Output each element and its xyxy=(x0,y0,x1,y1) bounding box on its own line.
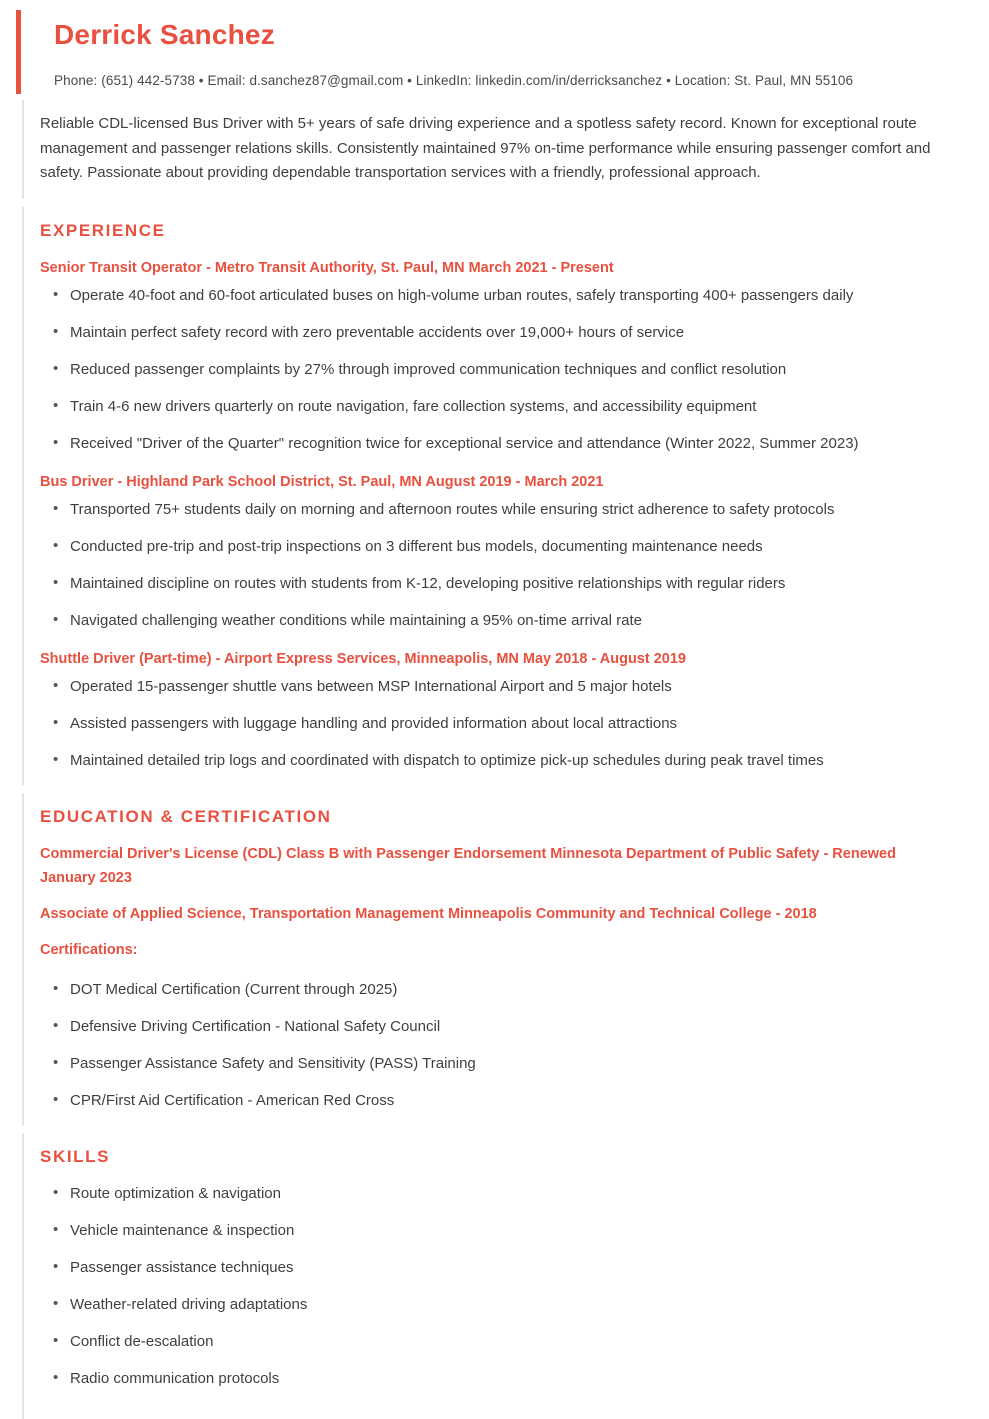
list-item: • Weather-related driving adaptations xyxy=(40,1294,989,1315)
list-item: • Operate 40-foot and 60-foot articulated buses on high-volume urban routes, safely transporting 400+ passengers daily xyxy=(40,285,989,306)
list-item: • Navigated challenging weather conditions while maintaining a 95% on-time arrival rate xyxy=(40,610,989,631)
skills-list xyxy=(40,1183,989,1389)
skills-section xyxy=(22,1133,989,1419)
education-section-title: EDUCATION & CERTIFICATION xyxy=(40,806,332,826)
list-item: • Maintain perfect safety record with zero preventable accidents over 19,000+ hours of service xyxy=(40,322,989,343)
list-item: • Defensive Driving Certification - National Safety Council xyxy=(40,1016,989,1037)
list-item: • Assisted passengers with luggage handling and provided information about local attractions xyxy=(40,713,989,734)
certification-list xyxy=(40,979,989,1111)
contact-line: Phone: (651) 442-5738 • Email: d.sanchez87@gmail.com • LinkedIn: linkedin.com/in/derricksanchez • Location: St. Paul, MN 55106 xyxy=(54,72,854,88)
education-section xyxy=(22,793,989,1125)
resume-header xyxy=(16,0,989,100)
job-heading: Senior Transit Operator - Metro Transit Authority, St. Paul, MN March 2021 - Present xyxy=(40,259,614,276)
job-heading: Shuttle Driver (Part-time) - Airport Express Services, Minneapolis, MN May 2018 - August 2019 xyxy=(40,650,686,667)
list-item: • Route optimization & navigation xyxy=(40,1183,989,1204)
list-item: • Maintained detailed trip logs and coordinated with dispatch to optimize pick-up schedules during peak travel times xyxy=(40,750,989,771)
list-item: • Received "Driver of the Quarter" recognition twice for exceptional service and attendance (Winter 2022, Summer 2023) xyxy=(40,433,989,454)
candidate-name: Derrick Sanchez xyxy=(54,19,275,50)
job-entry xyxy=(40,649,989,771)
experience-section xyxy=(22,207,989,784)
list-item: • Transported 75+ students daily on morning and afternoon routes while ensuring strict adherence to safety protocols xyxy=(40,499,989,520)
list-item: • DOT Medical Certification (Current through 2025) xyxy=(40,979,989,1000)
skills-section-title: SKILLS xyxy=(40,1146,111,1166)
certifications-label: Certifications: xyxy=(40,941,138,958)
education-entry: Associate of Applied Science, Transportation Management Minneapolis Community and Technical College - 2018 xyxy=(40,906,817,923)
list-item: • Passenger Assistance Safety and Sensitivity (PASS) Training xyxy=(40,1053,989,1074)
summary-text: Reliable CDL-licensed Bus Driver with 5+ years of safe driving experience and a spotless safety record. Known for exceptional route management and passenger relations skills. Consistently maintained 97% on-time performance while ensuring passenger comfort and safety. Passionate about providing dependable transportation services with a friendly, professional approach. xyxy=(40,115,931,182)
list-item: • Vehicle maintenance & inspection xyxy=(40,1220,989,1241)
job-bullets xyxy=(40,499,989,631)
list-item: • Maintained discipline on routes with students from K-12, developing positive relationships with regular riders xyxy=(40,573,989,594)
list-item: • Conducted pre-trip and post-trip inspections on 3 different bus models, documenting maintenance needs xyxy=(40,536,989,557)
job-entry xyxy=(40,472,989,631)
job-bullets xyxy=(40,285,989,454)
job-heading: Bus Driver - Highland Park School District, St. Paul, MN August 2019 - March 2021 xyxy=(40,473,604,490)
list-item: • Train 4-6 new drivers quarterly on route navigation, fare collection systems, and accessibility equipment xyxy=(40,396,989,417)
list-item: • Conflict de-escalation xyxy=(40,1331,989,1352)
education-entry: Commercial Driver's License (CDL) Class B with Passenger Endorsement Minnesota Department of Public Safety - Renewed January 2023 xyxy=(40,846,896,887)
list-item: • Passenger assistance techniques xyxy=(40,1257,989,1278)
job-entry xyxy=(40,258,989,454)
list-item: • Radio communication protocols xyxy=(40,1368,989,1389)
summary-section xyxy=(22,100,989,199)
job-bullets xyxy=(40,676,989,771)
list-item: • Reduced passenger complaints by 27% through improved communication techniques and conflict resolution xyxy=(40,359,989,380)
list-item: • Operated 15-passenger shuttle vans between MSP International Airport and 5 major hotels xyxy=(40,676,989,697)
experience-section-title: EXPERIENCE xyxy=(40,221,166,241)
list-item: • CPR/First Aid Certification - American Red Cross xyxy=(40,1090,989,1111)
